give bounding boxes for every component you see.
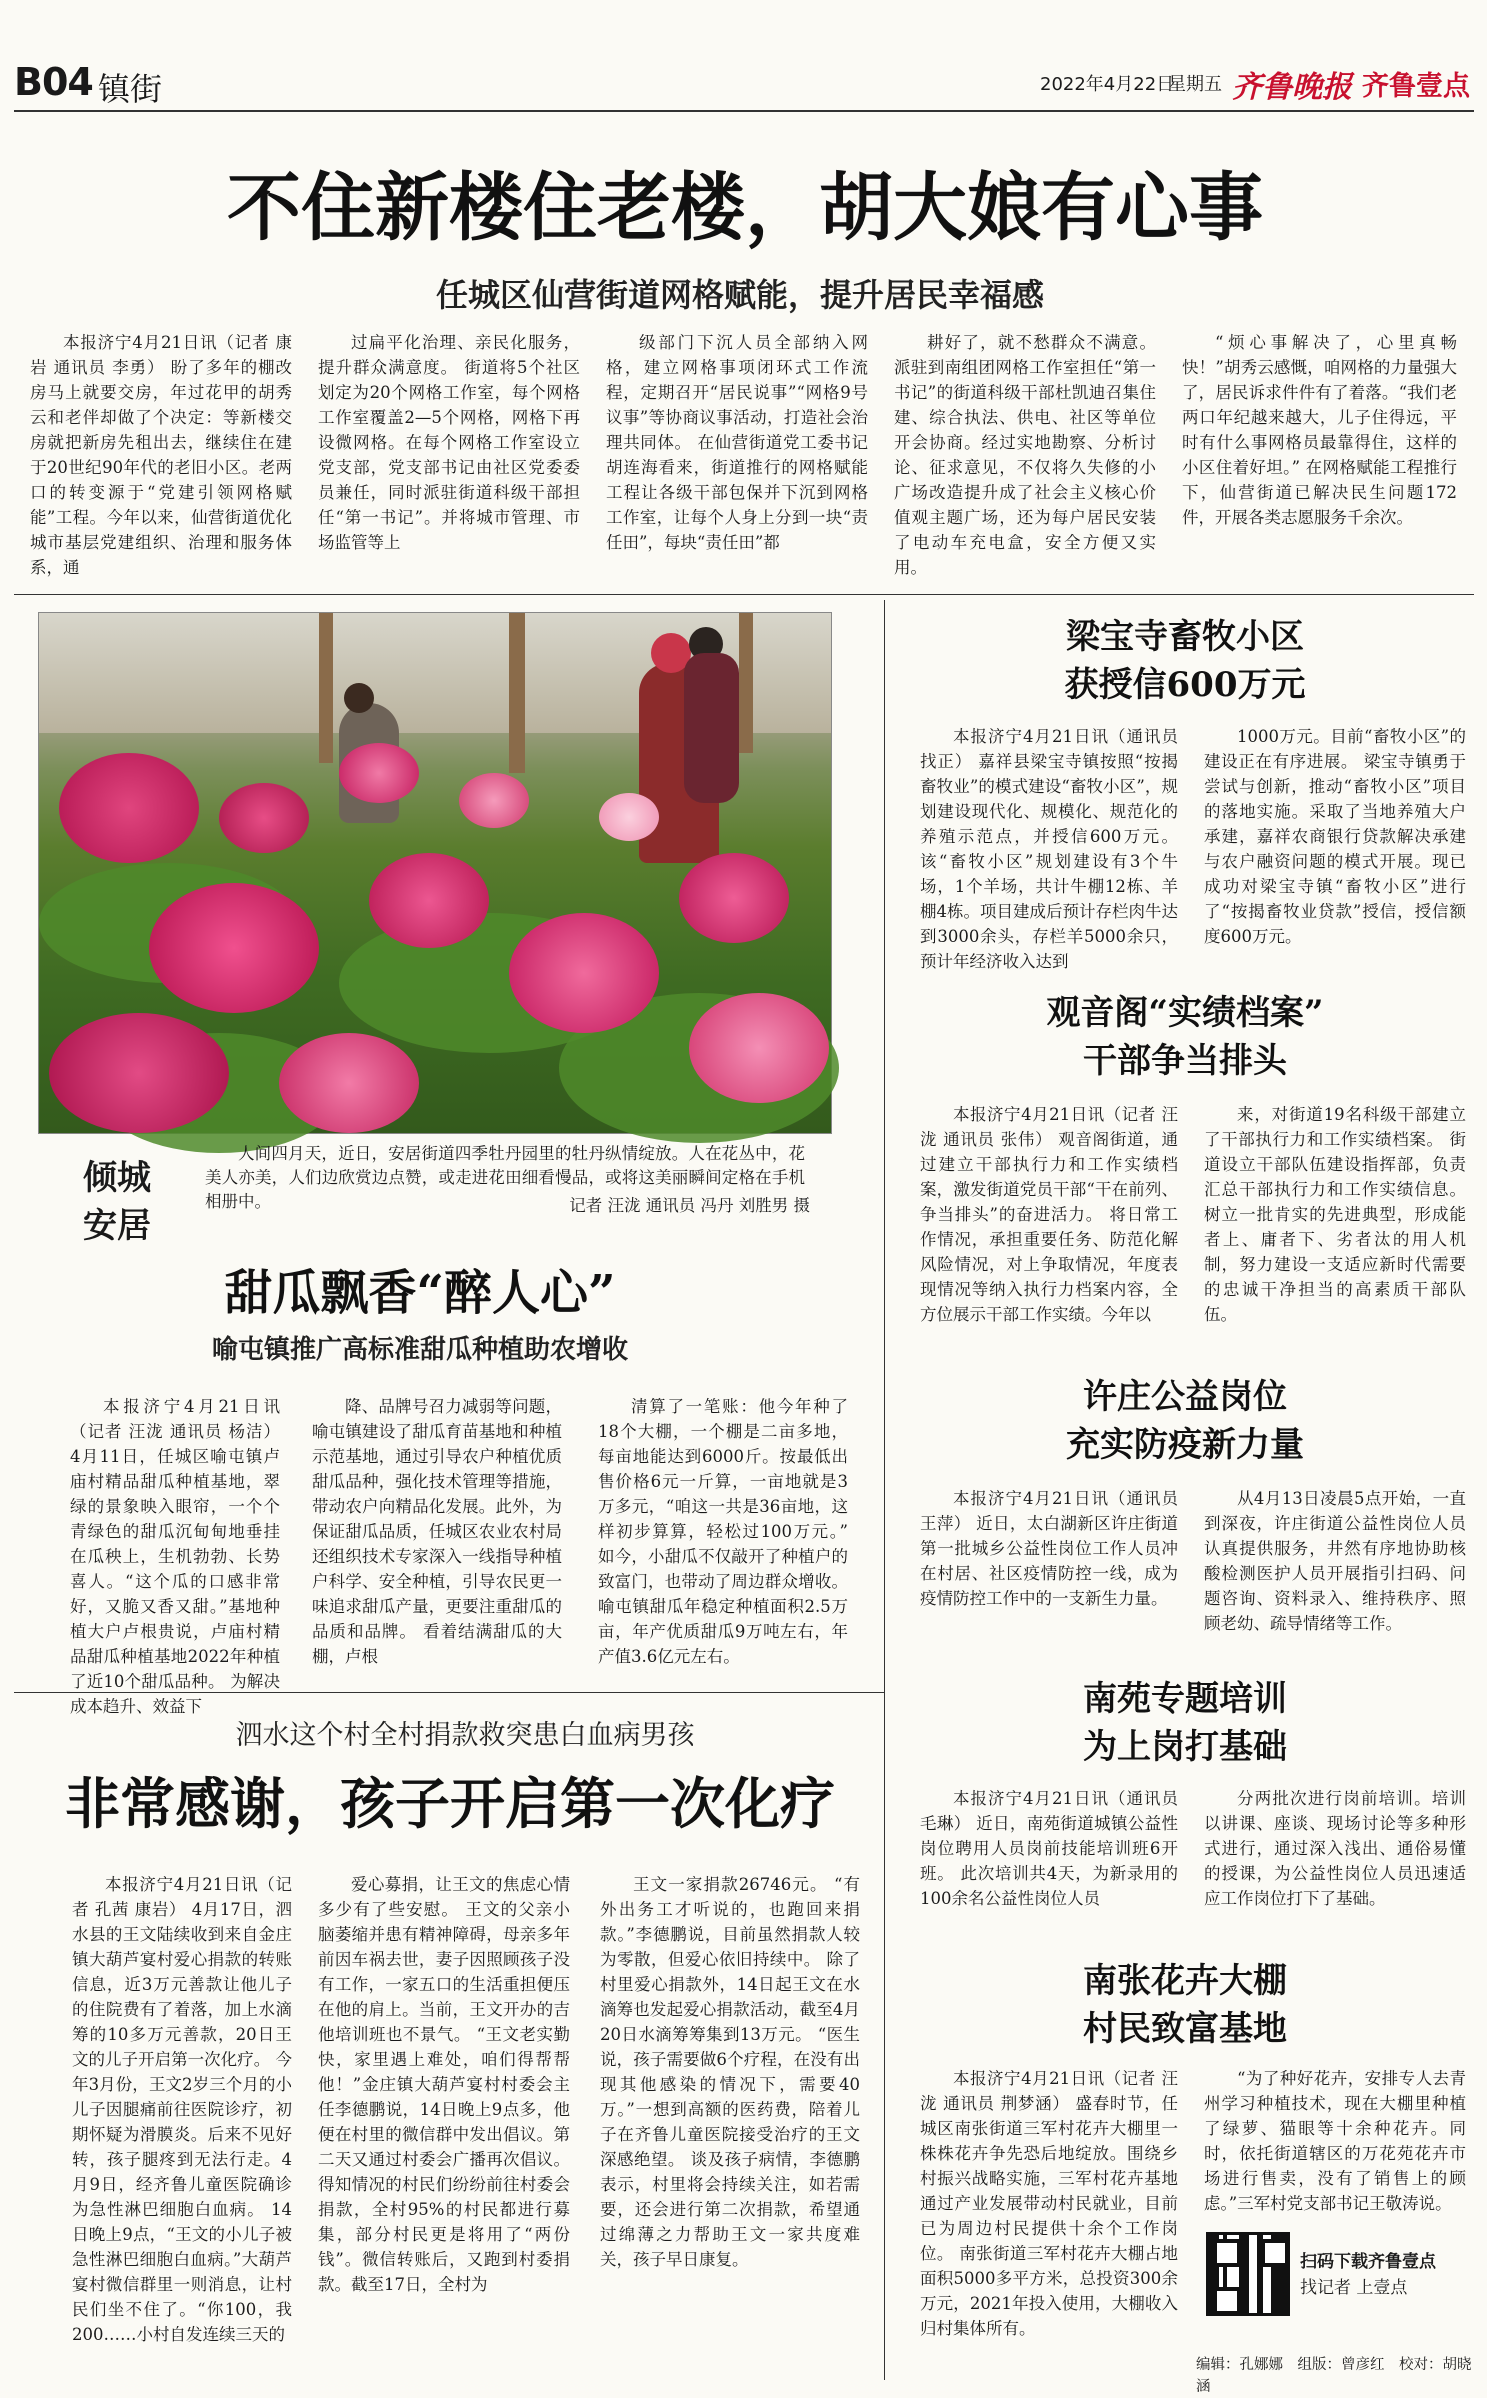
lead-column-1: 本报济宁4月21日讯（记者 康岩 通讯员 李勇） 盼了多年的棚改房马上就要交房，年过花甲的胡秀云和老伴却做了个决定：等新楼交房就把新房先租出去，继续住在建于20世纪90年代的老旧小区。老两口的转变源于“党建引领网格赋能”工程。今年以来，仙营街道优化城市基层党建组织、治理和服务体系，通 — [30, 333, 292, 577]
lead-column-5: “烦心事解决了，心里真畅快！”胡秀云感慨，咱网格的力量强大了，居民诉求件件有了着落。“我们老两口年纪越来越大，儿子住得远，平时有什么事网格员最靠得住，这样的小区住着好坦。” 在网格赋能工程推行下，仙营街道已解决民生问题172件，开展各类志愿服务千余次。 — [1182, 333, 1457, 527]
editor-credits: 编辑：孔娜娜 组版：曾彦红 校对：胡晓涵 — [1196, 2357, 1472, 2395]
lead-headline: 不住新楼住老楼，胡大娘有心事 — [227, 165, 1263, 251]
masthead-rule — [14, 110, 1474, 112]
lead-column-2: 过扁平化治理、亲民化服务，提升群众满意度。 街道将5个社区划定为20个网格工作室，每个网格工作室覆盖2—5个网格，网格下再设微网格。在每个网格工作室设立党支部，党支部书记由社区党委委员兼任，同时派驻街道科级干部担任“第一书记”。并将城市管理、市场监管等上 — [318, 333, 580, 552]
lead-bottom-rule — [14, 594, 1474, 595]
right-story-2-headline-1: 观音阁“实绩档案” — [1046, 993, 1324, 1033]
section-name: 镇街 — [98, 70, 163, 108]
issue-date: 2022年4月22日 — [1040, 74, 1175, 95]
right-story-2-headline-2: 干部争当排头 — [1083, 1041, 1287, 1081]
app-logo: 齐鲁壹点 — [1362, 71, 1470, 102]
melon-headline: 甜瓜飘香“醉人心” — [224, 1265, 616, 1321]
donation-headline: 非常感谢，孩子开启第一次化疗 — [64, 1771, 835, 1836]
qr-caption-line-2: 找记者 上壹点 — [1300, 2278, 1408, 2298]
melon-subheadline: 喻屯镇推广高标准甜瓜种植助农增收 — [211, 1335, 628, 1365]
right-story-3-headline-2: 充实防疫新力量 — [1066, 1425, 1304, 1465]
right-story-1-headline-1: 梁宝寺畜牧小区 — [1066, 617, 1304, 657]
melon-bottom-rule — [14, 1692, 884, 1693]
issue-weekday: 星期五 — [1168, 74, 1222, 95]
lead-column-4: 耕好了，就不愁群众不满意。派驻到南组团网格工作室担任“第一书记”的街道科级干部杜凯迪召集住建、综合执法、供电、社区等单位开会协商。经过实地勘察、分析讨论、征求意见，不仅将久失修的小广场改造提升成了社会主义核心价值观主题广场，还为每户居民安装了电动车充电盒，安全方便又实用。 — [894, 333, 1156, 577]
right-story-1-headline-2: 获授信600万元 — [1064, 665, 1306, 705]
donation-kicker: 泗水这个村全村捐款救突患白血病男孩 — [235, 1720, 695, 1751]
melon-column-1: 本报济宁4月21日讯（记者 汪泷 通讯员 杨洁） 4月11日，任城区喻屯镇卢庙村精品甜瓜种植基地，翠绿的景象映入眼帘，一个个青绿色的甜瓜沉甸甸地垂挂在瓜秧上，生机勃勃、长势喜人。“这个瓜的口感非常好，又脆又香又甜。”基地种植大户卢根贵说，卢庙村精品甜瓜种植基地2022年种植了近10个甜瓜品种。 为解决成本趋升、效益下 — [70, 1397, 280, 1716]
right-story-5-headline-1: 南张花卉大棚 — [1083, 1961, 1287, 2001]
right-story-4-column-1: 本报济宁4月21日讯（通讯员 毛琳） 近日，南苑街道城镇公益性岗位聘用人员岗前技能培训班6开班。 此次培训共4天，为新录用的100余名公益性岗位人员 — [920, 1789, 1178, 1908]
right-story-1-column-1: 本报济宁4月21日讯（通讯员 找正） 嘉祥县梁宝寺镇按照“按揭畜牧业”的模式建设“畜牧小区”，规划建设现代化、规模化、规范化的养殖示范点，并授信600万元。 该“畜牧小区”规划建设有3个牛场，1个羊场，共计牛棚12栋、羊棚4栋。项目建成后预计存栏肉牛达到3000余头，存栏羊5000余只，预计年经济收入达到 — [920, 727, 1178, 971]
right-story-2-column-1: 本报济宁4月21日讯（记者 汪泷 通讯员 张伟） 观音阁街道，通过建立干部执行力和工作实绩档案，激发街道党员干部“干在前列、争当排头”的奋进活力。 将日常工作情况，承担重要任务、防范化解风险情况，对上争取情况，年度表现情况等纳入执行力档案内容，全方位展示干部工作实绩。今年以 — [920, 1105, 1178, 1324]
photo-caption: 人间四月天，近日，安居街道四季牡丹园里的牡丹纵情绽放。人在花丛中，花美人亦美，人们边欣赏边点赞，或走进花田细看慢品，或将这美丽瞬间定格在手机相册中。 — [205, 1144, 805, 1211]
melon-column-3: 清算了一笔账：他今年种了18个大棚，一个棚是二亩多地，每亩地能达到6000斤。按最低出售价格6元一斤算，一亩地就是3万多元，“咱这一共是36亩地，这样初步算算，轻松过100万元。” 如今，小甜瓜不仅敲开了种植户的致富门，也带动了周边群众增收。喻屯镇甜瓜年稳定种植面积2.5万亩，年产优质甜瓜9万吨左右，年产值3.6亿元左右。 — [598, 1397, 848, 1666]
lead-column-3: 级部门下沉人员全部纳入网格，建立网格事项闭环式工作流程，定期召开“居民说事”“网格9号议事”等协商议事活动，打造社会治理共同体。 在仙营街道党工委书记胡连海看来，街道推行的网格赋能工程让各级干部包保并下沉到网格工作室，让每个人身上分到一块“责任田”，每块“责任田”都 — [606, 333, 868, 552]
qr-code[interactable] — [1206, 2232, 1290, 2316]
donation-column-2: 爱心募捐，让王文的焦虑心情多少有了些安慰。 王文的父亲小脑萎缩并患有精神障碍，母亲多年前因车祸去世，妻子因照顾孩子没有工作，一家五口的生活重担便压在他的肩上。当前，王文开办的吉他培训班也不景气。 “王文老实勤快，家里遇上难处，咱们得帮帮他！”金庄镇大葫芦宴村村委会主任李德鹏说，14日晚上9点多，他便在村里的微信群中发出倡议。第二天又通过村委会广播再次倡议。 得知情况的村民们纷纷前往村委会捐款，全村95%的村民都进行募集，部分村民更是将用了“两份钱”。微信转账后，又跑到村委捐款。截至17日，全村为 — [318, 1875, 570, 2294]
photo-credit: 记者 汪泷 通讯员 冯丹 刘胜男 摄 — [569, 1196, 810, 1215]
right-story-1-column-2: 1000万元。目前“畜牧小区”的建设正在有序进展。 梁宝寺镇勇于尝试与创新，推动“畜牧小区”项目的落地实施。采取了当地养殖大户承建，嘉祥农商银行贷款解决承建与农户融资问题的模式开展。现已成功对梁宝寺镇“畜牧小区”进行了“按揭畜牧业贷款”授信，授信额度600万元。 — [1204, 727, 1466, 946]
paper-logo: 齐鲁晚报 — [1232, 70, 1352, 105]
right-story-4-headline-1: 南苑专题培训 — [1083, 1679, 1287, 1719]
right-story-5-headline-2: 村民致富基地 — [1083, 2009, 1287, 2049]
right-story-5-column-2: “为了种好花卉，安排专人去青州学习种植技术，现在大棚里种植了绿萝、猫眼等十余种花卉。同时，依托街道辖区的万花苑花卉市场进行售卖，没有了销售上的顾虑。”三军村党支部书记王敬涛说。 — [1204, 2069, 1466, 2213]
qr-caption-line-1: 扫码下载齐鲁壹点 — [1300, 2252, 1436, 2272]
right-story-4-headline-2: 为上岗打基础 — [1083, 1727, 1287, 1767]
page-code: B04 — [14, 60, 93, 104]
peony-photo — [38, 612, 832, 1134]
right-story-3-column-2: 从4月13日凌晨5点开始，一直到深夜，许庄街道公益性岗位人员认真提供服务，井然有序地协助核酸检测医护人员开展指引扫码、问题咨询、资料录入、维持秩序、照顾老幼、疏导情绪等工作。 — [1204, 1489, 1466, 1633]
donation-column-3: 王文一家捐款26746元。 “有外出务工才听说的，也跑回来捐款。”李德鹏说，目前虽然捐款人较为零散，但爱心依旧持续中。 除了村里爱心捐款外，14日起王文在水滴筹也发起爱心捐款活动，截至4月20日水滴筹筹集到13万元。 “医生说，孩子需要做6个疗程，在没有出现其他感染的情况下，需要40万。”一想到高额的医药费，陪着儿子在齐鲁儿童医院接受治疗的王文深感绝望。 谈及孩子病情，李德鹏表示，村里将会持续关注，如若需要，还会进行第二次捐款，希望通过绵薄之力帮助王文一家共度难关，孩子早日康复。 — [600, 1875, 860, 2269]
right-story-4-column-2: 分两批次进行岗前培训。培训以讲课、座谈、现场讨论等多种形式进行，通过深入浅出、通俗易懂的授课，为公益性岗位人员迅速适应工作岗位打下了基础。 — [1204, 1789, 1466, 1908]
right-story-5-column-1: 本报济宁4月21日讯（记者 汪泷 通讯员 荆梦涵） 盛春时节，任城区南张街道三军村花卉大棚里一株株花卉争先恐后地绽放。围绕乡村振兴战略实施，三军村花卉基地通过产业发展带动村民就业，目前已为周边村民提供十余个工作岗位。 南张街道三军村花卉大棚占地面积5000多平方米，总投资300余万元，2021年投入使用，大棚收入归村集体所有。 — [920, 2069, 1178, 2338]
right-story-2-column-2: 来，对街道19名科级干部建立了干部执行力和工作实绩档案。 街道设立干部队伍建设指挥部，负责汇总干部执行力和工作实绩信息。 树立一批肯实的先进典型，形成能者上、庸者下、劣者汰的用人机制，努力建设一支适应新时代需要的忠诚干净担当的高素质干部队伍。 — [1204, 1105, 1466, 1324]
right-column-divider — [884, 600, 885, 2380]
melon-column-2: 降、品牌号召力减弱等问题，喻屯镇建设了甜瓜育苗基地和种植示范基地，通过引导农户种植优质甜瓜品种，强化技术管理等措施，带动农户向精品化发展。此外，为保证甜瓜品质，任城区农业农村局还组织技术专家深入一线指导种植户科学、安全种植，引导农民更一味追求甜瓜产量，更要注重甜瓜的品质和品牌。 看着结满甜瓜的大棚，卢根 — [312, 1397, 562, 1666]
right-story-3-headline-1: 许庄公益岗位 — [1083, 1377, 1287, 1417]
donation-column-1: 本报济宁4月21日讯（记者 孔茜 康岩） 4月17日，泗水县的王文陆续收到来自金庄镇大葫芦宴村爱心捐款的转账信息，近3万元善款让他儿子的住院费有了着落，加上水滴筹的10多万元善款，20日王文的儿子开启第一次化疗。 今年3月份，王文2岁三个月的小儿子因腿痛前往医院诊疗，初期怀疑为滑膜炎。后来不见好转，孩子腿疼到无法行走。4月9日，经齐鲁儿童医院确诊为急性淋巴细胞白血病。 14日晚上9点，“王文的小儿子被急性淋巴细胞白血病。”大葫芦宴村微信群里一则消息，让村民们坐不住了。“你100，我200……小村自发连续三天的 — [72, 1875, 292, 2344]
right-story-3-column-1: 本报济宁4月21日讯（通讯员 王萍） 近日，太白湖新区许庄街道第一批城乡公益性岗位工作人员冲在村居、社区疫情防控一线，成为疫情防控工作中的一支新生力量。 — [920, 1489, 1178, 1608]
lead-subheadline: 任城区仙营街道网格赋能，提升居民幸福感 — [435, 276, 1044, 314]
photo-side-caption: 倾城安居 — [83, 1158, 151, 1246]
